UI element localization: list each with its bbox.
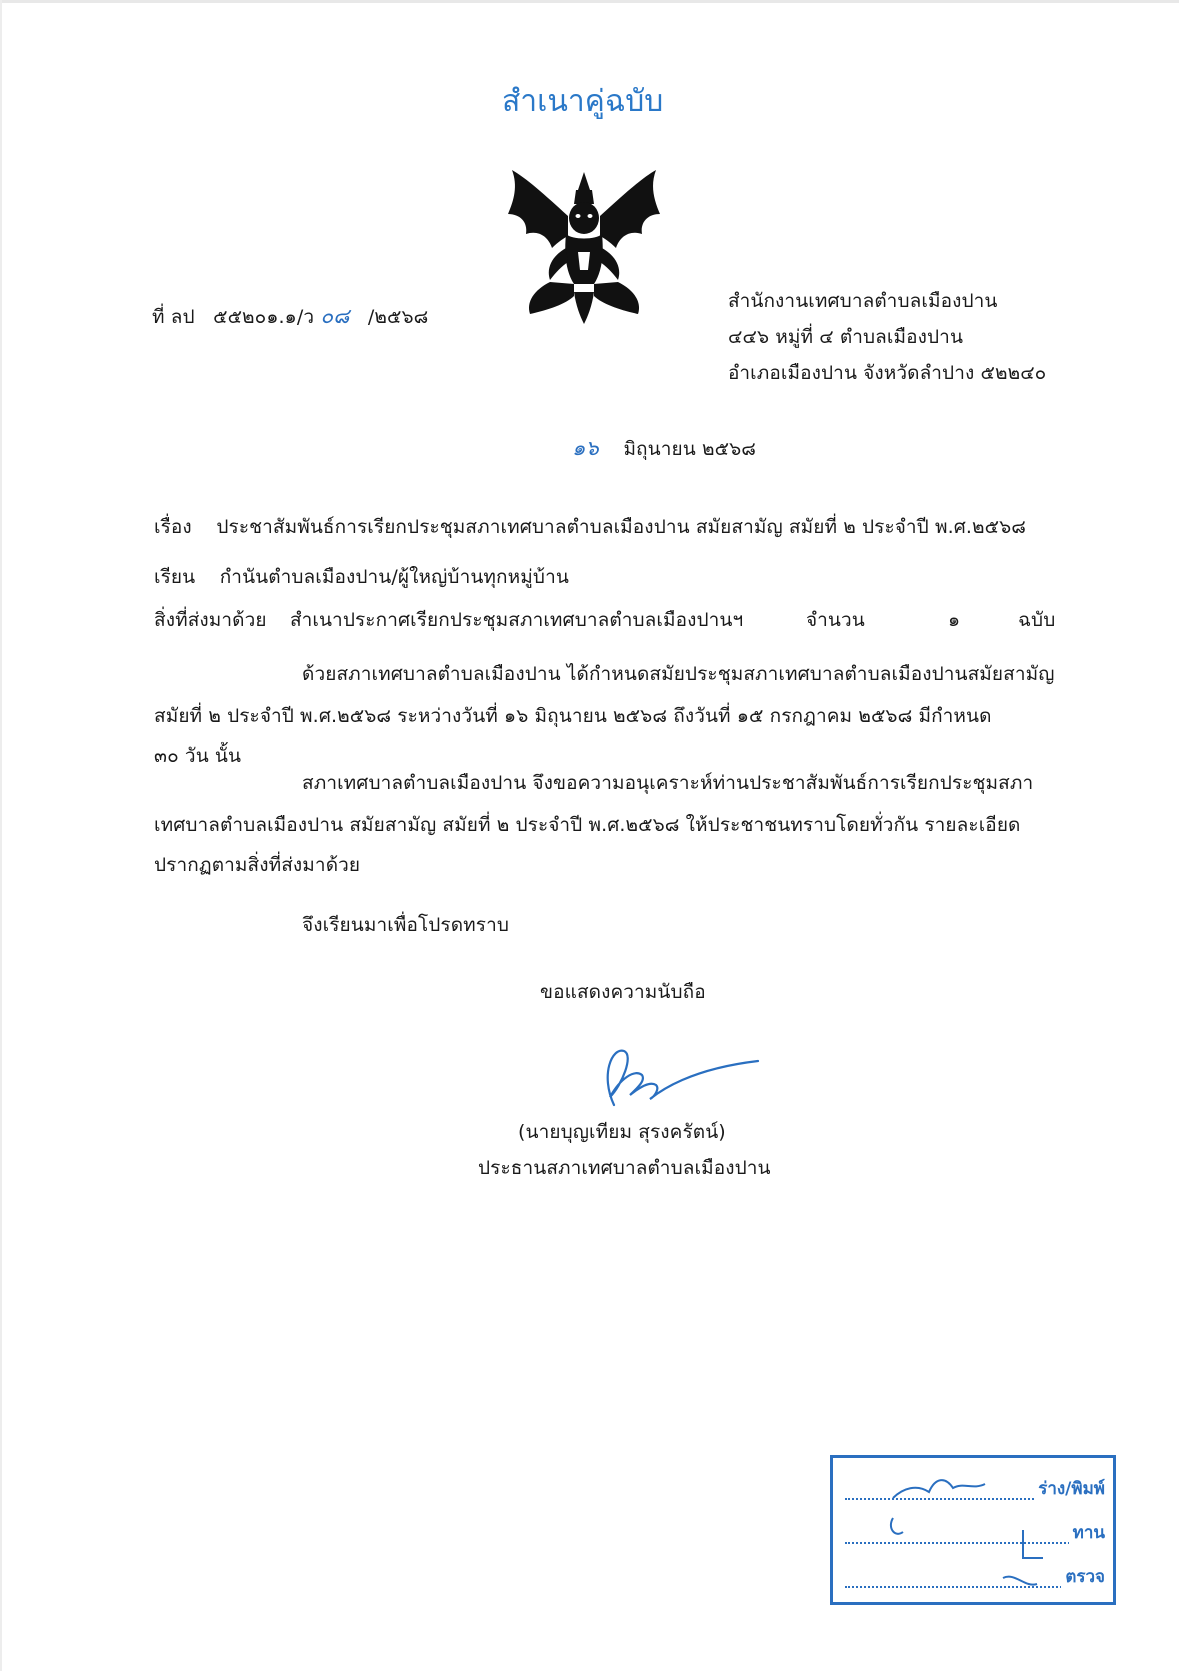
enclosure-qty: ๑ — [948, 609, 961, 631]
closing-line: จึงเรียนมาเพื่อโปรดทราบ — [302, 914, 510, 936]
date-day: ๑๖ — [572, 436, 599, 460]
recipient-text: กำนันตำบลเมืองปาน/ผู้ใหญ่บ้านทุกหมู่บ้าน — [219, 566, 569, 588]
paragraph-1-line-3: ๓๐ วัน นั้น — [154, 745, 242, 767]
ref-handwritten: ๐๘ — [320, 304, 350, 328]
scan-edge-left — [0, 0, 2, 1671]
paragraph-1-line-2: สมัยที่ ๒ ประจำปี พ.ศ.๒๕๖๘ ระหว่างวันที่ ๑๖ มิถุนายน ๒๕๖๘ ถึงวันที่ ๑๕ กรกฎาคม ๒๕๖๘ มีกำหนด — [154, 705, 992, 727]
routing-initials — [873, 1458, 1073, 1608]
recipient-line — [154, 562, 569, 592]
routing-label-reviewed: ทาน — [1069, 1519, 1105, 1546]
copy-stamp: สำเนาคู่ฉบับ — [502, 84, 664, 119]
garuda-emblem-icon — [504, 164, 664, 326]
paragraph-2-line-2: เทศบาลตำบลเมืองปาน สมัยสามัญ สมัยที่ ๒ ประจำปี พ.ศ.๒๕๖๘ ให้ประชาชนทราบโดยทั่วกัน รายละเอียด — [154, 814, 1021, 836]
signatory-name: (นายบุญเทียม สุรงครัตน์) — [518, 1121, 726, 1143]
signatory-position: ประธานสภาเทศบาลตำบลเมืองปาน — [478, 1157, 771, 1179]
subject-text: ประชาสัมพันธ์การเรียกประชุมสภาเทศบาลตำบลเมืองปาน สมัยสามัญ สมัยที่ ๒ ประจำปี พ.ศ.๒๕๖๘ — [216, 516, 1027, 538]
routing-box — [830, 1455, 1116, 1605]
enclosure-label: สิ่งที่ส่งมาด้วย — [154, 609, 267, 631]
ref-number: ๕๕๒๐๑.๑/ว — [213, 306, 315, 328]
subject-label: เรื่อง — [154, 516, 192, 538]
office-line-3: อำเภอเมืองปาน จังหวัดลำปาง ๕๒๒๔๐ — [728, 362, 1047, 384]
routing-label-drafted: ร่าง/พิมพ์ — [1034, 1475, 1105, 1502]
ref-year: /๒๕๖๘ — [367, 306, 429, 328]
paragraph-1-line-1: ด้วยสภาเทศบาลตำบลเมืองปาน ได้กำหนดสมัยประชุมสภาเทศบาลตำบลเมืองปานสมัยสามัญ — [302, 663, 1055, 685]
routing-label-checked: ตรวจ — [1061, 1563, 1105, 1590]
letter-date — [572, 432, 756, 465]
recipient-label: เรียน — [154, 566, 196, 588]
scan-edge-top — [0, 0, 1179, 3]
office-line-1: สำนักงานเทศบาลตำบลเมืองปาน — [728, 290, 998, 312]
date-month-year: มิถุนายน ๒๕๖๘ — [623, 438, 757, 460]
enclosure-unit: ฉบับ — [1018, 609, 1056, 631]
enclosure-text: สำเนาประกาศเรียกประชุมสภาเทศบาลตำบลเมืองปานฯ — [290, 609, 744, 631]
paragraph-2-line-3: ปรากฏตามสิ่งที่ส่งมาด้วย — [154, 854, 361, 876]
handwritten-signature — [570, 1035, 770, 1115]
enclosure-qty-label: จำนวน — [806, 609, 865, 631]
reference-number — [152, 300, 428, 333]
paragraph-2-line-1: สภาเทศบาลตำบลเมืองปาน จึงขอความอนุเคราะห์ท่านประชาสัมพันธ์การเรียกประชุมสภา — [302, 772, 1034, 794]
office-line-2: ๔๔๖ หมู่ที่ ๔ ตำบลเมืองปาน — [728, 326, 964, 348]
salutation: ขอแสดงความนับถือ — [540, 981, 706, 1003]
subject-line — [154, 512, 1026, 542]
ref-prefix: ที่ ลป — [152, 306, 195, 328]
